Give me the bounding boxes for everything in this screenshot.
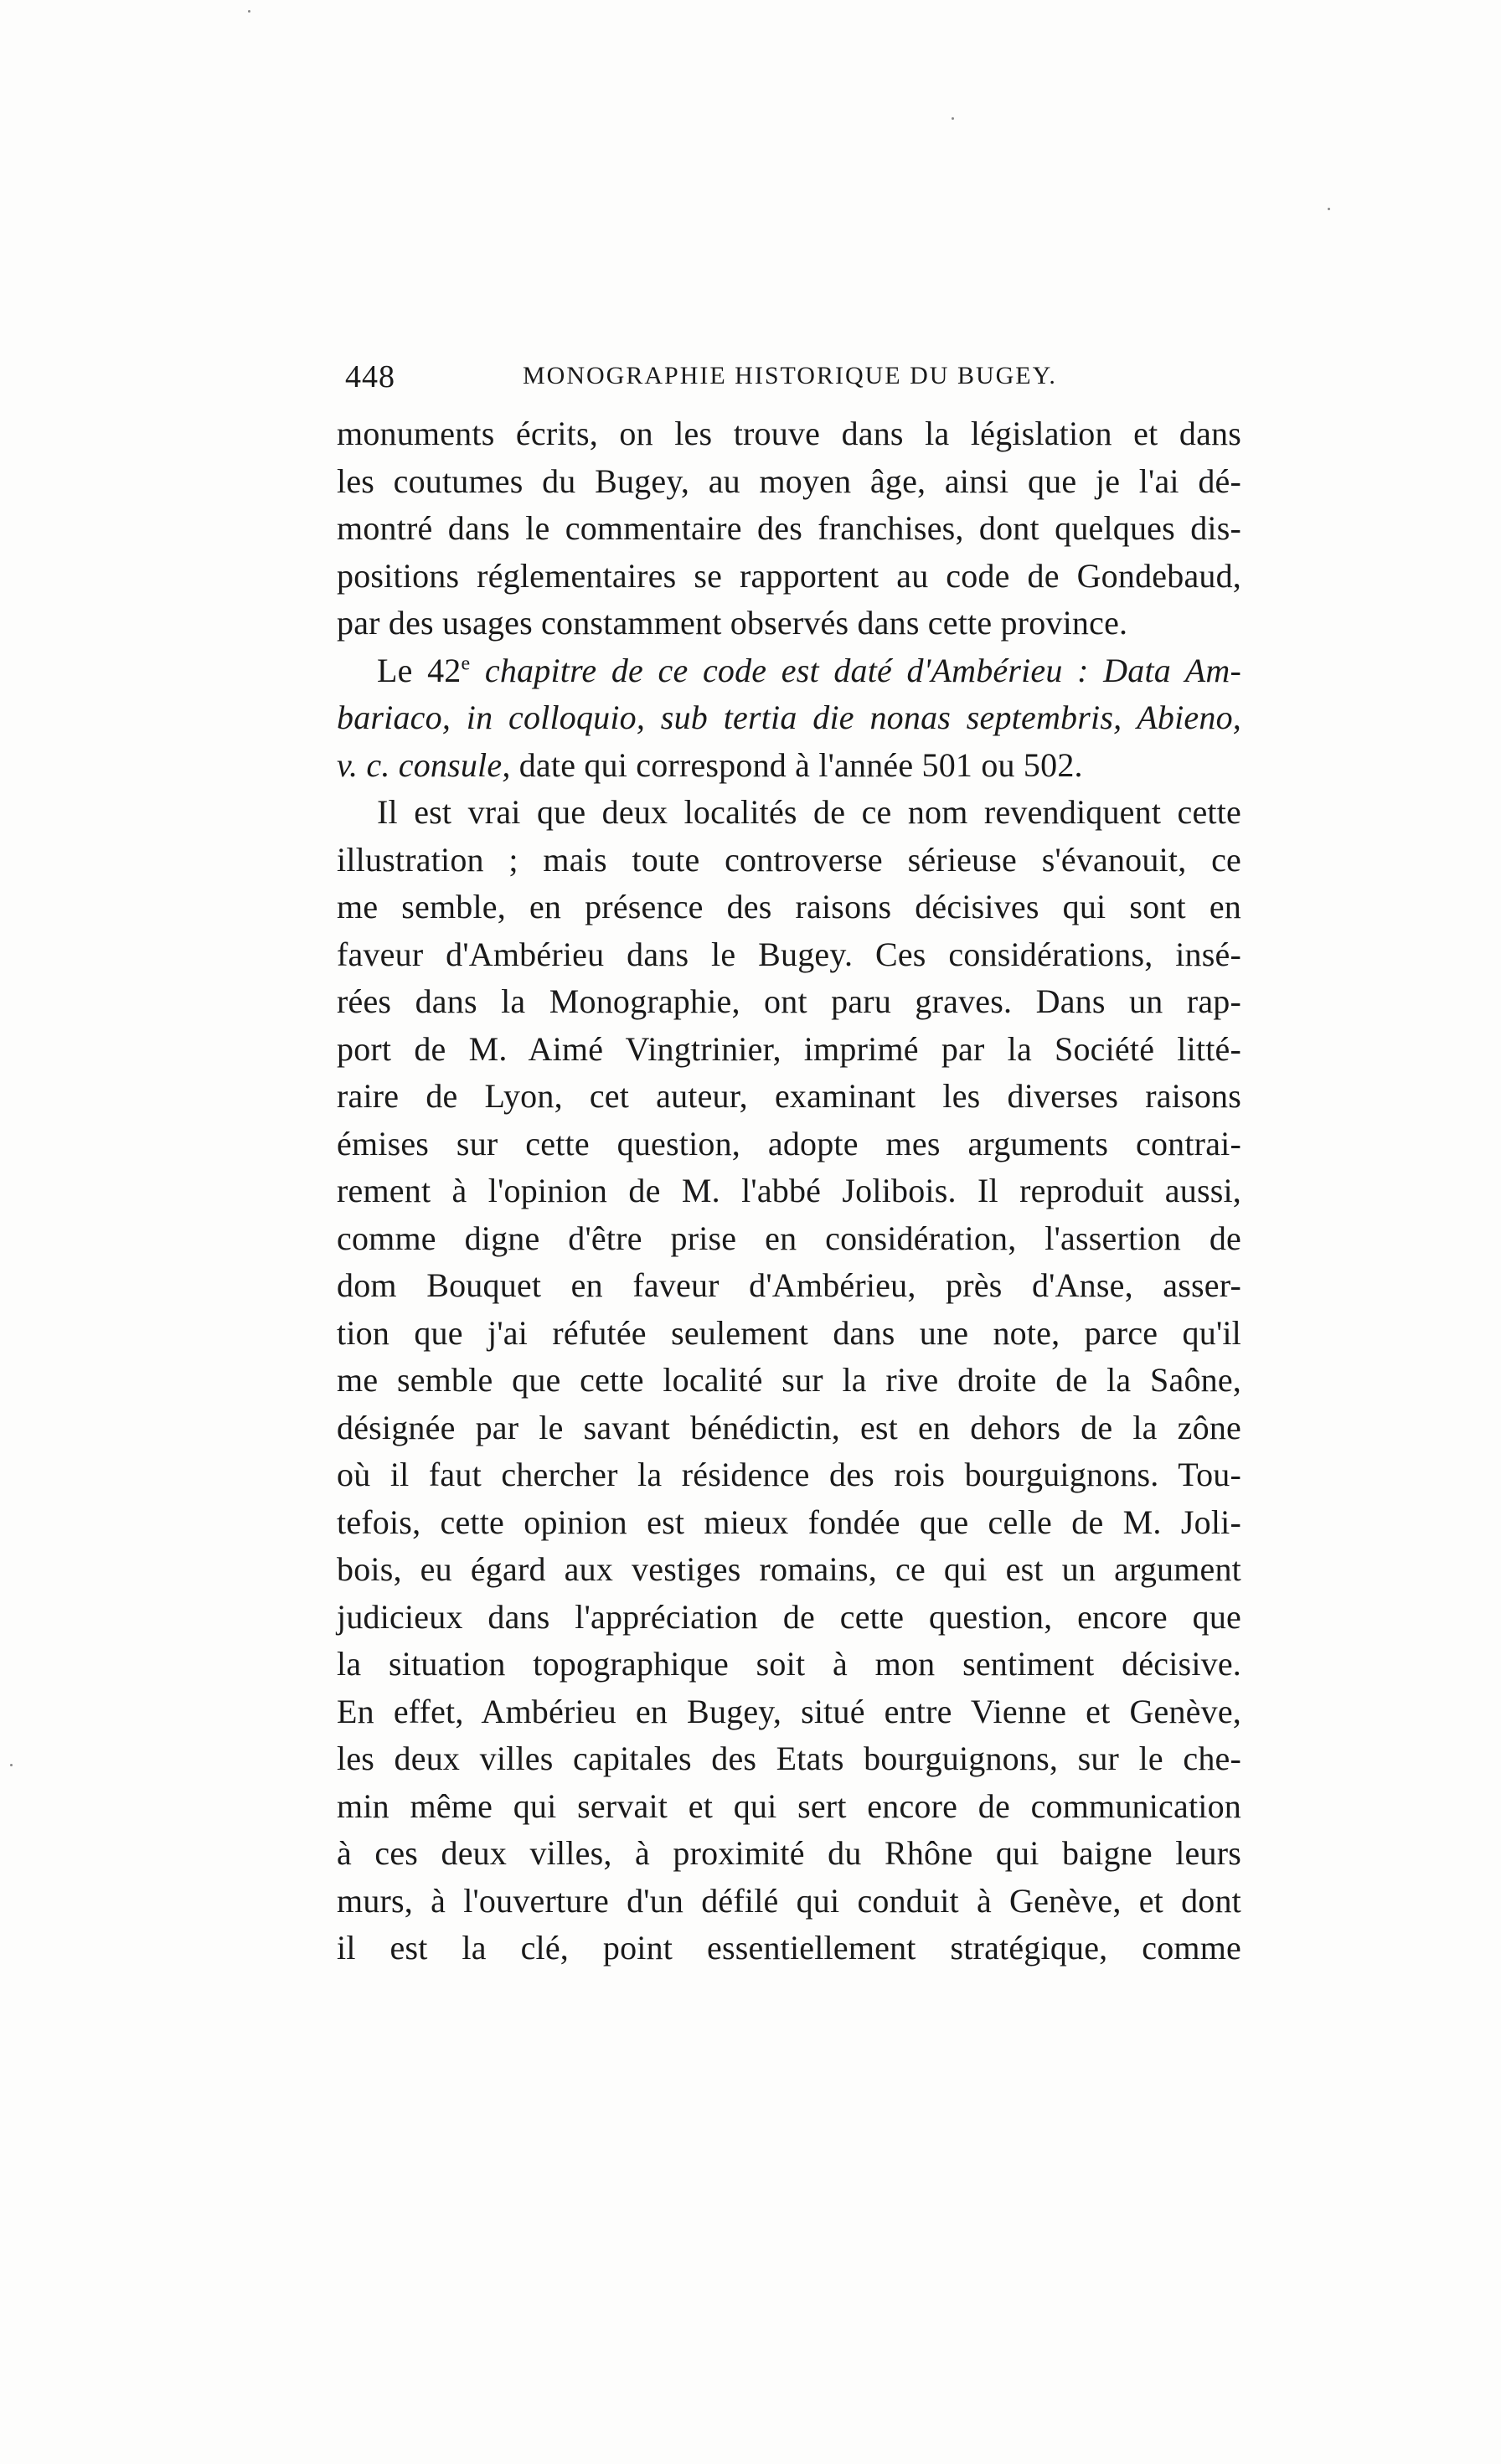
- text-line: où il faut chercher la résidence des rois bourguignons. Tou-: [337, 1456, 1241, 1493]
- text-line: tefois, cette opinion est mieux fondée que celle de M. Joli-: [337, 1503, 1241, 1541]
- text-line: En effet, Ambérieu en Bugey, situé entre Vienne et Genève,: [337, 1692, 1241, 1730]
- text-line: positions réglementaires se rapportent au code de Gondebaud,: [337, 556, 1241, 595]
- text-line: raire de Lyon, cet auteur, examinant les diverses raisons: [337, 1077, 1241, 1115]
- text-line: rées dans la Monographie, ont paru graves. Dans un rap-: [337, 982, 1241, 1020]
- text-line: monuments écrits, on les trouve dans la législation et dans: [337, 415, 1241, 452]
- page-header: [345, 358, 1233, 400]
- text-line: il est la clé, point essentiellement stratégique, comme: [337, 1929, 1241, 1967]
- text-fragment: date qui correspond à l'année 501 ou 502.: [510, 745, 1083, 784]
- page-number: 448: [345, 359, 395, 394]
- text-line: les coutumes du Bugey, au moyen âge, ainsi que je l'ai dé-: [337, 461, 1241, 500]
- text-line: la situation topographique soit à mon sentiment décisive.: [337, 1645, 1241, 1683]
- text-line: émises sur cette question, adopte mes arguments contrai-: [337, 1124, 1241, 1162]
- text-line: me semble, en présence des raisons décisives qui sont en: [337, 888, 1241, 925]
- text-line: tion que j'ai réfutée seulement dans une note, parce qu'il: [337, 1313, 1241, 1352]
- text-line: Il est vrai que deux localités de ce nom revendiquent cette: [377, 793, 1241, 831]
- text-line: par des usages constamment observés dans cette province.: [337, 604, 1128, 642]
- text-line: montré dans le commentaire des franchises, dont quelques dis-: [337, 509, 1241, 547]
- text-line: faveur d'Ambérieu dans le Bugey. Ces considérations, insé-: [337, 935, 1241, 973]
- text-line: murs, à l'ouverture d'un défilé qui conduit à Genève, et dont: [337, 1881, 1241, 1920]
- text-line: à ces deux villes, à proximité du Rhône qui baigne leurs: [337, 1834, 1241, 1872]
- text-line: min même qui servait et qui sert encore de communication: [337, 1786, 1241, 1825]
- paper-speck: [1328, 208, 1330, 210]
- paper-speck: [248, 10, 250, 13]
- text-fragment: chapitre de ce code est daté d'Ambérieu : Data Am-: [470, 651, 1242, 689]
- text-line: port de M. Aimé Vingtrinier, imprimé par la Société litté-: [337, 1029, 1241, 1068]
- text-line: [337, 647, 1241, 695]
- text-line: rement à l'opinion de M. l'abbé Jolibois. Il reproduit aussi,: [337, 1172, 1241, 1209]
- text-fragment: v. c. consule,: [337, 745, 511, 784]
- text-line: bois, eu égard aux vestiges romains, ce qui est un argument: [337, 1550, 1241, 1588]
- text-line: me semble que cette localité sur la rive droite de la Saône,: [337, 1361, 1241, 1399]
- text-line: dom Bouquet en faveur d'Ambérieu, près d'Anse, asser-: [337, 1266, 1241, 1304]
- text-line: bariaco, in colloquio, sub tertia die nonas septembris, Abieno,: [337, 698, 1241, 736]
- running-title: MONOGRAPHIE HISTORIQUE DU BUGEY.: [523, 362, 1057, 389]
- text-fragment: Le 42: [377, 651, 462, 689]
- text-line: judicieux dans l'appréciation de cette question, encore que: [337, 1597, 1241, 1636]
- paper-speck: [952, 117, 954, 120]
- superscript: e: [461, 652, 471, 675]
- paper-speck: [10, 1764, 13, 1766]
- text-line: désignée par le savant bénédictin, est en dehors de la zône: [337, 1408, 1241, 1446]
- text-line: illustration ; mais toute controverse sérieuse s'évanouit, ce: [337, 840, 1241, 879]
- page-body: [337, 410, 1241, 1972]
- text-line: [337, 742, 1241, 790]
- text-line: comme digne d'être prise en considération, l'assertion de: [337, 1219, 1241, 1257]
- text-line: les deux villes capitales des Etats bourguignons, sur le che-: [337, 1740, 1241, 1777]
